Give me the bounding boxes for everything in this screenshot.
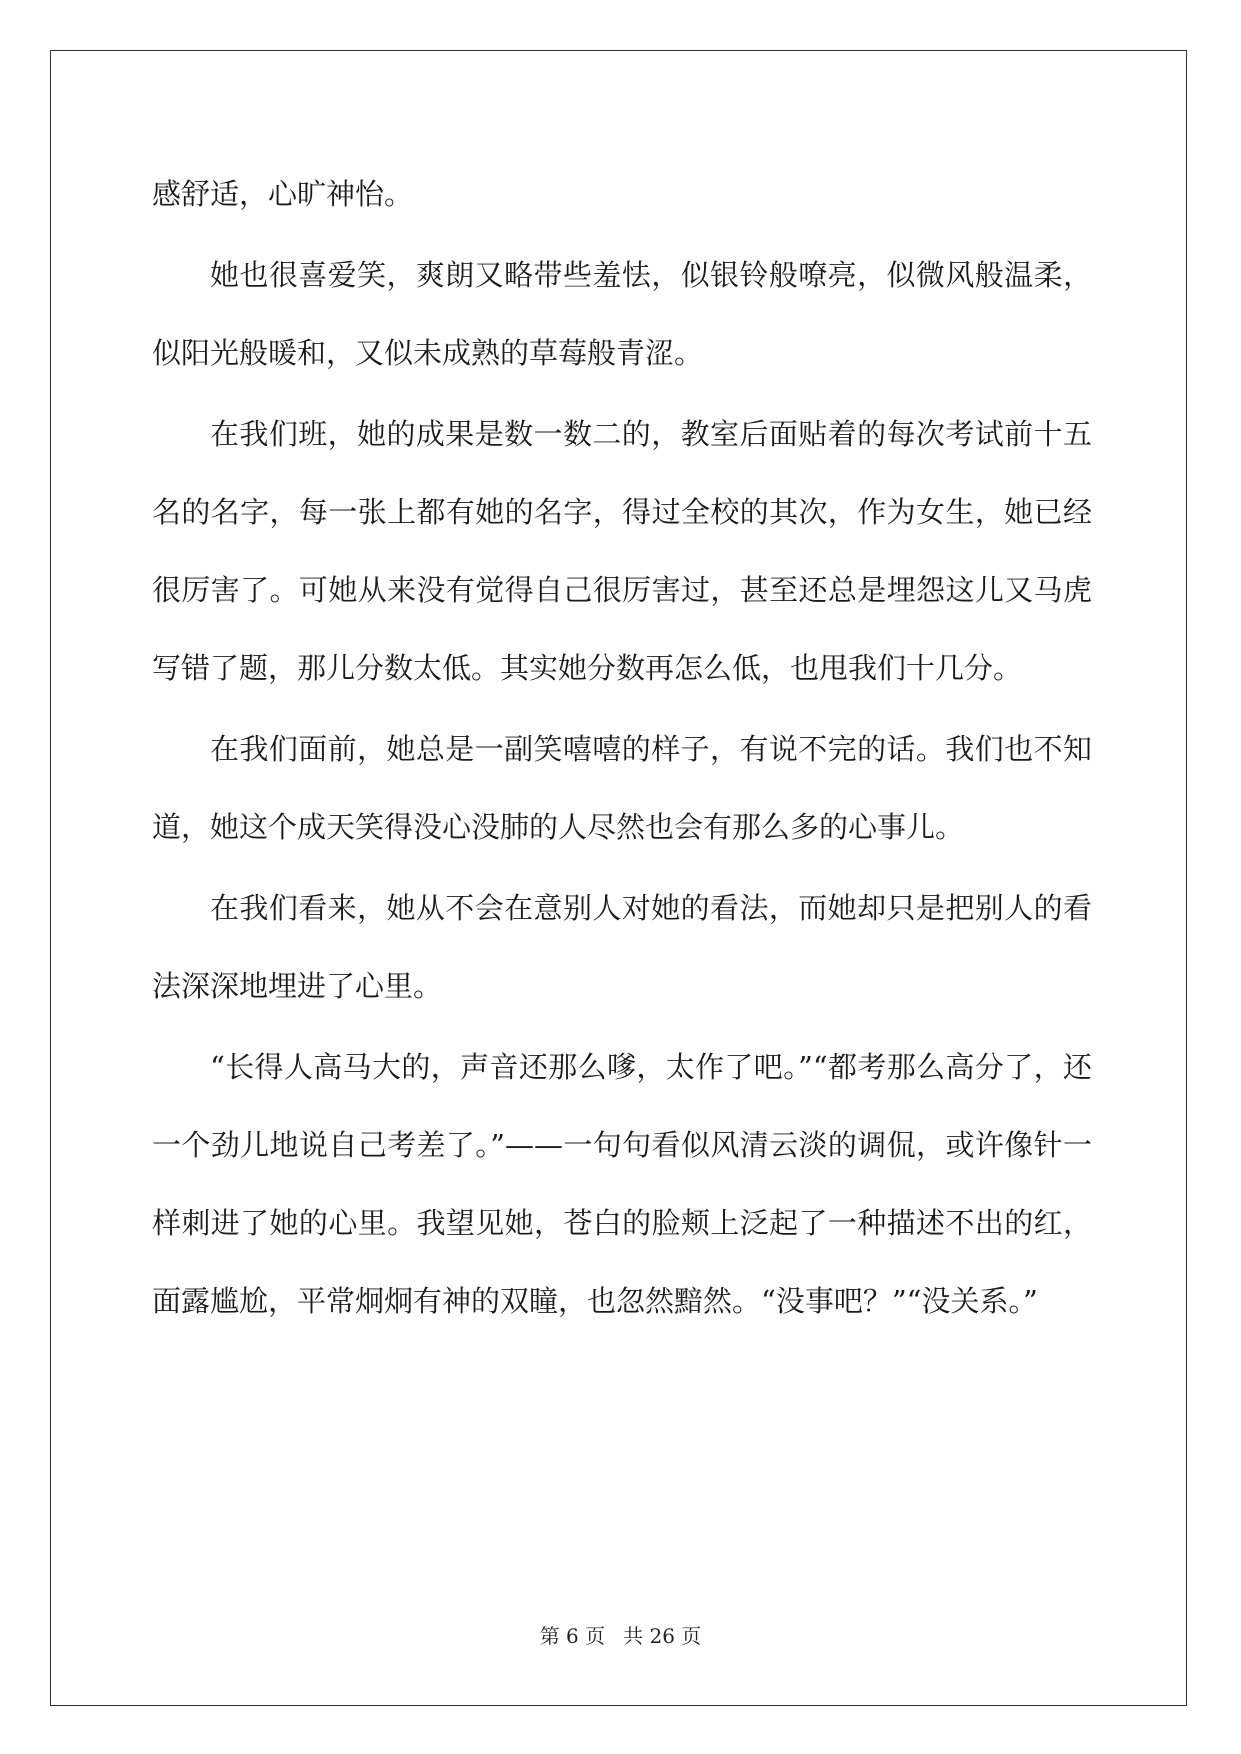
page-total: 共 26 页 (623, 1624, 702, 1648)
paragraph: “长得人高马大的，声音还那么嗲，太作了吧。”“都考那么高分了，还一个劲儿地说自己考差了。”——一句句看似风清云淡的调侃，或许像针一样刺进了她的心里。我望见她，苍白的脸颊上泛起了一种描述不出的红，面露尴尬，平常炯炯有神的双瞳，也忽然黯然。“没事吧？”“没关系。” (152, 1050, 1092, 1318)
paragraph: 感舒适，心旷神怡。 (152, 177, 414, 211)
document-body (152, 155, 1092, 1343)
paragraph: 在我们看来，她从不会在意别人对她的看法，而她却只是把别人的看法深深地埋进了心里。 (152, 891, 1092, 1003)
page-number: 第 6 页 (539, 1624, 606, 1648)
page-footer (0, 1620, 1241, 1649)
paragraph: 在我们班，她的成果是数一数二的，教室后面贴着的每次考试前十五名的名字，每一张上都有她的名字，得过全校的其次，作为女生，她已经很厉害了。可她从来没有觉得自己很厉害过，甚至还总是埋怨这儿又马虎写错了题，那儿分数太低。其实她分数再怎么低，也甩我们十几分。 (152, 417, 1092, 685)
paragraph: 在我们面前，她总是一副笑嘻嘻的样子，有说不完的话。我们也不知道，她这个成天笑得没心没肺的人尽然也会有那么多的心事儿。 (152, 732, 1092, 844)
paragraph: 她也很喜爱笑，爽朗又略带些羞怯，似银铃般嘹亮，似微风般温柔，似阳光般暖和，又似未成熟的草莓般青涩。 (152, 258, 1092, 370)
